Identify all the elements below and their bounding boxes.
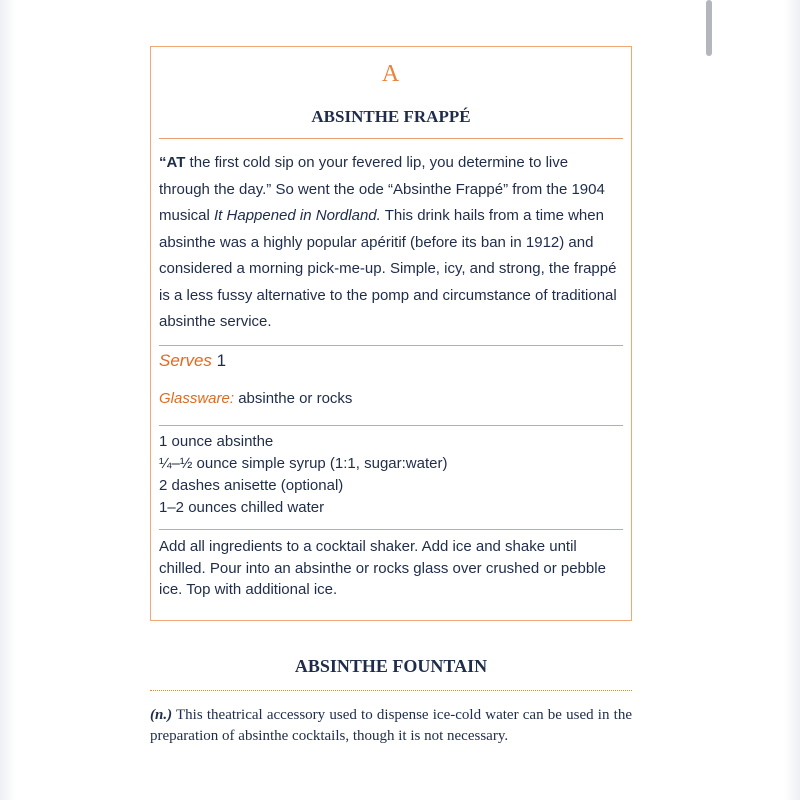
ingredient-item: 2 dashes anisette (optional) [159,477,344,494]
glassware-line [159,390,352,407]
musical-title: It Happened in Nordland. [214,207,381,224]
serves-line [159,351,226,371]
divider [159,345,623,346]
glassware-label: Glassware: [159,390,235,407]
glossary-definition [150,705,632,746]
recipe-title: ABSINTHE FRAPPÉ [311,107,471,126]
dotted-divider [150,690,632,691]
glassware-value: absinthe or rocks [234,390,353,407]
intro-text: the first cold sip on your fevered lip, you determine to live through the day.” So went the ode “Absinthe Frappé” from the 1904 musical [159,154,605,224]
ingredient-item: 1 ounce absinthe [159,433,274,450]
section-letter: A [381,61,401,87]
ingredient-list [159,431,447,519]
serves-label: Serves [159,351,212,370]
ingredient-item: ¼–½ ounce simple syrup (1:1, sugar:water) [159,455,448,472]
divider [159,425,623,426]
divider [159,529,623,530]
page-edge-left [0,0,16,800]
part-of-speech: (n.) [150,707,173,723]
definition-text: This theatrical accessory used to dispense ice-cold water can be used in the preparation of absinthe cocktails, though it is not necessary. [150,707,632,744]
divider [159,138,623,139]
glossary-title: ABSINTHE FOUNTAIN [294,656,488,676]
ingredient-item: 1–2 ounces chilled water [159,499,325,516]
recipe-card [150,46,632,621]
intro-text-continued: This drink hails from a time when absinthe was a highly popular apéritif (before its ban in 1912) and considered a morning pick-me-up. Simple, icy, and strong, the frappé is a less fussy alternative to the pomp and circumstance of traditional absinthe service. [159,207,617,330]
serves-value: 1 [211,351,227,370]
scrollbar-thumb[interactable] [706,0,712,56]
intro-lead: “AT [159,154,186,171]
page-edge-right [784,0,800,800]
recipe-intro [159,150,623,336]
recipe-method: Add all ingredients to a cocktail shaker. Add ice and shake until chilled. Pour into an absinthe or rocks glass over crushed or pebble ice. Top with additional ice. [159,538,606,598]
